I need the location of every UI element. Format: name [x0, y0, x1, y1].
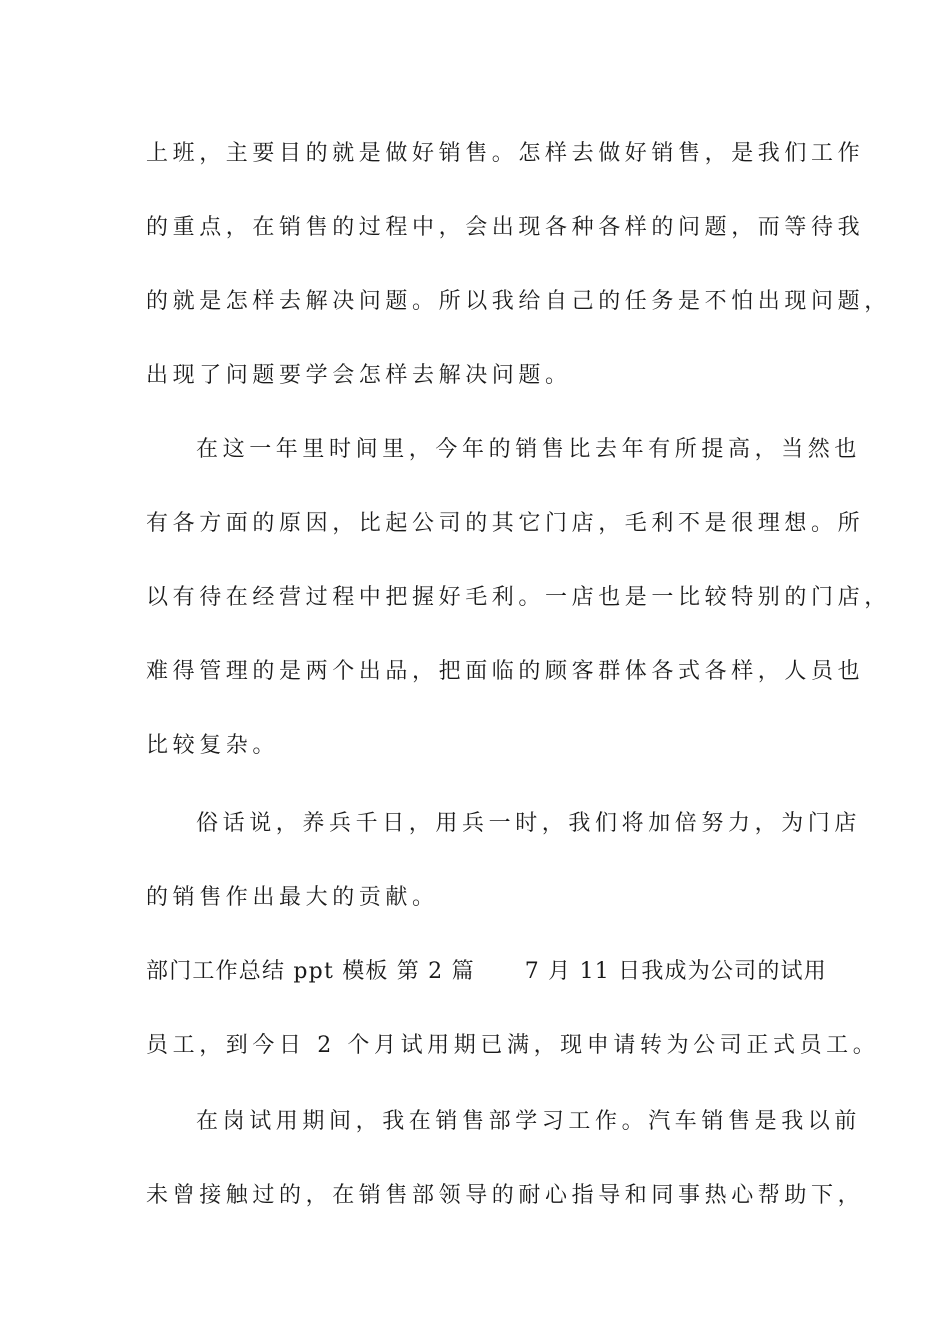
section-title-continuation: 7 月 11 日我成为公司的试用 [524, 959, 827, 984]
paragraph-line: 比较复杂。 [146, 733, 280, 758]
paragraph-line: 员工，到今日 2 个月试用期已满，现申请转为公司正式员工。 [146, 1033, 880, 1058]
paragraph-line: 的销售作出最大的贡献。 [146, 885, 439, 910]
paragraph-line: 俗话说，养兵千日，用兵一时，我们将加倍努力，为门店 [196, 811, 862, 836]
paragraph-line: 未曾接触过的，在销售部领导的耐心指导和同事热心帮助下， [146, 1183, 865, 1208]
paragraph-line: 以有待在经营过程中把握好毛利。一店也是一比较特别的门店， [146, 585, 891, 610]
paragraph-line: 出现了问题要学会怎样去解决问题。 [146, 363, 572, 388]
paragraph-line: 有各方面的原因，比起公司的其它门店，毛利不是很理想。所 [146, 511, 865, 536]
section-heading-line [146, 955, 836, 989]
paragraph-line: 难得管理的是两个出品，把面临的顾客群体各式各样，人员也 [146, 659, 865, 684]
paragraph-line: 在这一年里时间里，今年的销售比去年有所提高，当然也 [196, 437, 862, 462]
paragraph-line: 的重点，在销售的过程中，会出现各种各样的问题，而等待我 [146, 215, 865, 240]
section-title: 部门工作总结 ppt 模板 第 2 篇 [146, 959, 475, 984]
paragraph-line: 的就是怎样去解决问题。所以我给自己的任务是不怕出现问题， [146, 289, 891, 314]
paragraph-line: 在岗试用期间，我在销售部学习工作。汽车销售是我以前 [196, 1109, 862, 1134]
paragraph-line: 上班，主要目的就是做好销售。怎样去做好销售，是我们工作 [146, 141, 865, 166]
